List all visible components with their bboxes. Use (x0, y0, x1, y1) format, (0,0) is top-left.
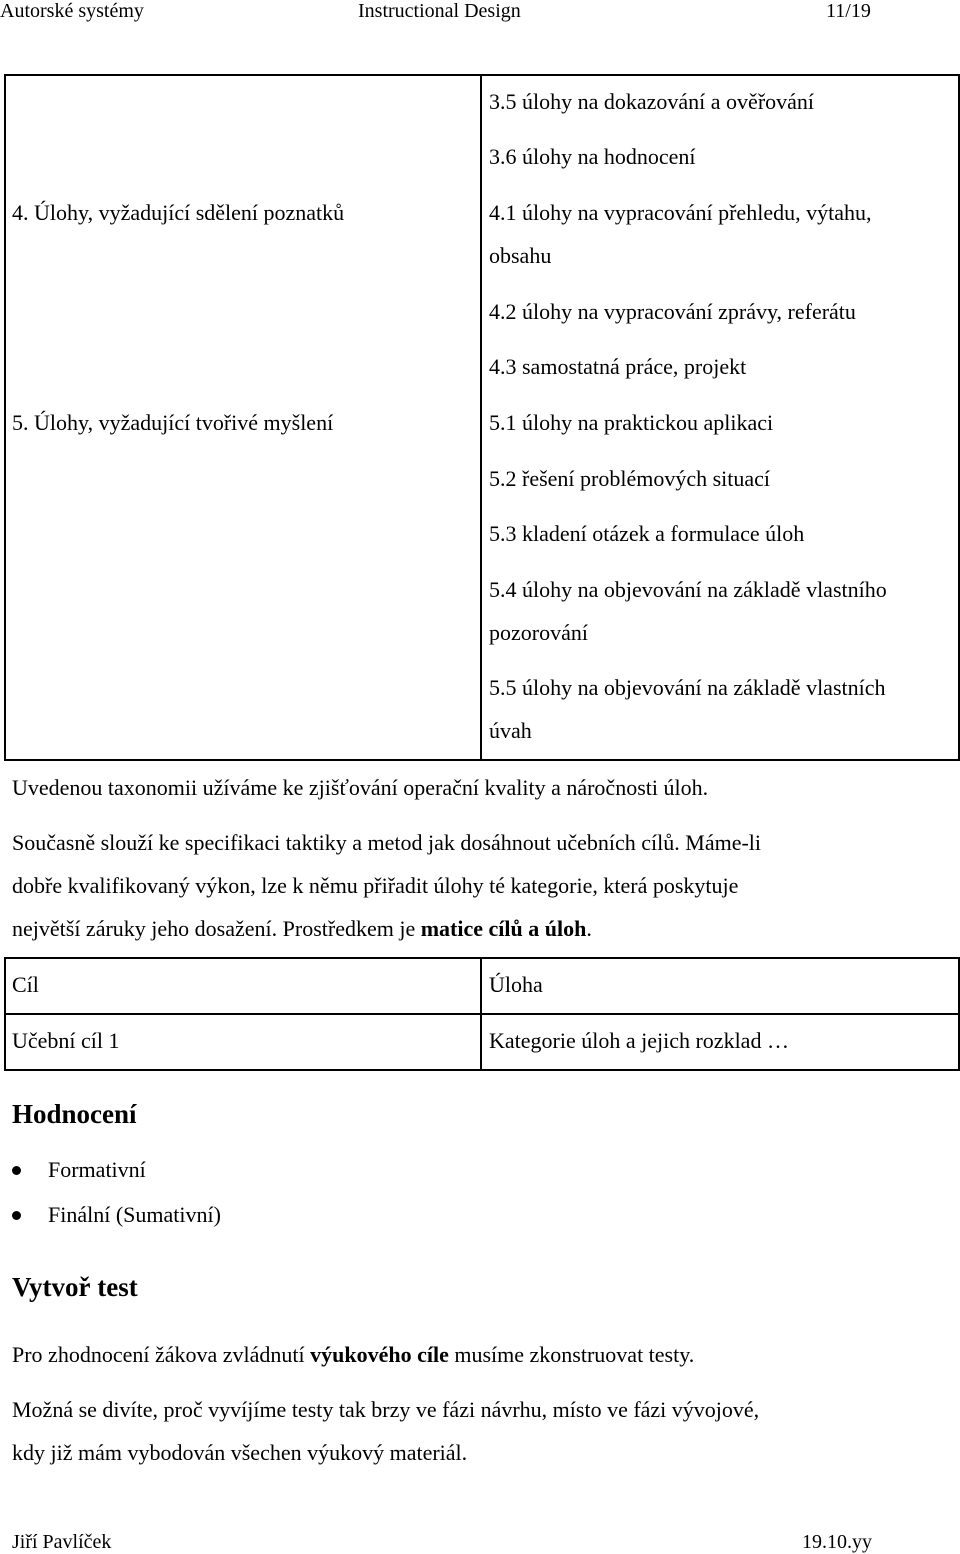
matrix-cell-task: Kategorie úloh a jejich rozklad … (489, 1028, 789, 1053)
table-cell: úvah (489, 718, 532, 743)
table-cell: obsahu (489, 243, 552, 268)
table-cell: 3.6 úlohy na hodnocení (489, 144, 696, 169)
table-border-left (4, 74, 6, 761)
header-page-number: 11/19 (826, 0, 871, 22)
table-cell: 5.5 úlohy na objevování na základě vlastních (489, 675, 886, 700)
table-cell: 5.2 řešení problémových situací (489, 466, 771, 491)
table-cell: 5.3 kladení otázek a formulace úloh (489, 521, 805, 546)
table-cell: 5.4 úlohy na objevování na základě vlastního (489, 577, 887, 602)
footer-date: 19.10.yy (802, 1531, 872, 1553)
paragraph-text: Pro zhodnocení žákova zvládnutí (12, 1342, 311, 1367)
table-border-bottom (4, 759, 960, 761)
matrix-cell-goal: Učební cíl 1 (12, 1028, 120, 1053)
table-cell: pozorování (489, 620, 588, 645)
table-cell: 5.1 úlohy na praktickou aplikaci (489, 410, 774, 435)
table-cell: 3.5 úlohy na dokazování a ověřování (489, 89, 815, 114)
table-cell: 4. Úlohy, vyžadující sdělení poznatků (12, 200, 345, 225)
table-cell: 4.1 úlohy na vypracování přehledu, výtahu, (489, 200, 872, 225)
table-cell: 5. Úlohy, vyžadující tvořivé myšlení (12, 410, 334, 435)
matrix-border-left (4, 957, 6, 1071)
paragraph-line (12, 1341, 694, 1369)
paragraph-text: největší záruky jeho dosažení. Prostředkem je (12, 916, 421, 941)
matrix-border-middle (480, 957, 482, 1071)
paragraph-text: musíme zkonstruovat testy. (448, 1342, 695, 1367)
paragraph-taxonomy-usage: Uvedenou taxonomii užíváme ke zjišťování operační kvality a náročnosti úloh. (12, 775, 709, 800)
paragraph-line (12, 915, 592, 943)
matrix-border-bottom (4, 1069, 960, 1071)
list-item: Formativní (48, 1157, 146, 1182)
header-left: Autorské systémy (0, 0, 144, 22)
header-center: Instructional Design (358, 0, 521, 22)
paragraph-line: dobře kvalifikovaný výkon, lze k němu přiřadit úlohy té kategorie, která poskytuje (12, 873, 739, 898)
paragraph-text: . (586, 916, 592, 941)
table-cell: 4.2 úlohy na vypracování zprávy, referátu (489, 299, 856, 324)
section-heading-create-test: Vytvoř test (12, 1272, 138, 1302)
bullet-dot-icon (12, 1166, 21, 1175)
paragraph-line: Současně slouží ke specifikaci taktiky a metod jak dosáhnout učebních cílů. Máme-li (12, 830, 762, 855)
list-item: Finální (Sumativní) (48, 1202, 221, 1227)
table-border-middle (480, 74, 482, 761)
section-heading-evaluation: Hodnocení (12, 1099, 137, 1129)
emphasis-text: matice cílů a úloh (420, 916, 587, 941)
matrix-border-top (4, 957, 960, 959)
table-cell: 4.3 samostatná práce, projekt (489, 354, 747, 379)
emphasis-text: výukového cíle (310, 1342, 449, 1367)
paragraph-line: Možná se divíte, proč vyvíjíme testy tak brzy ve fázi návrhu, místo ve fázi vývojové, (12, 1397, 760, 1422)
bullet-dot-icon (12, 1211, 21, 1220)
paragraph-line: kdy již mám vybodován všechen výukový materiál. (12, 1440, 468, 1465)
matrix-header-task: Úloha (489, 972, 543, 997)
matrix-header-goal: Cíl (12, 972, 39, 997)
matrix-border-row (4, 1013, 960, 1015)
footer-author: Jiří Pavlíček (12, 1531, 112, 1553)
table-border-top (4, 74, 960, 76)
